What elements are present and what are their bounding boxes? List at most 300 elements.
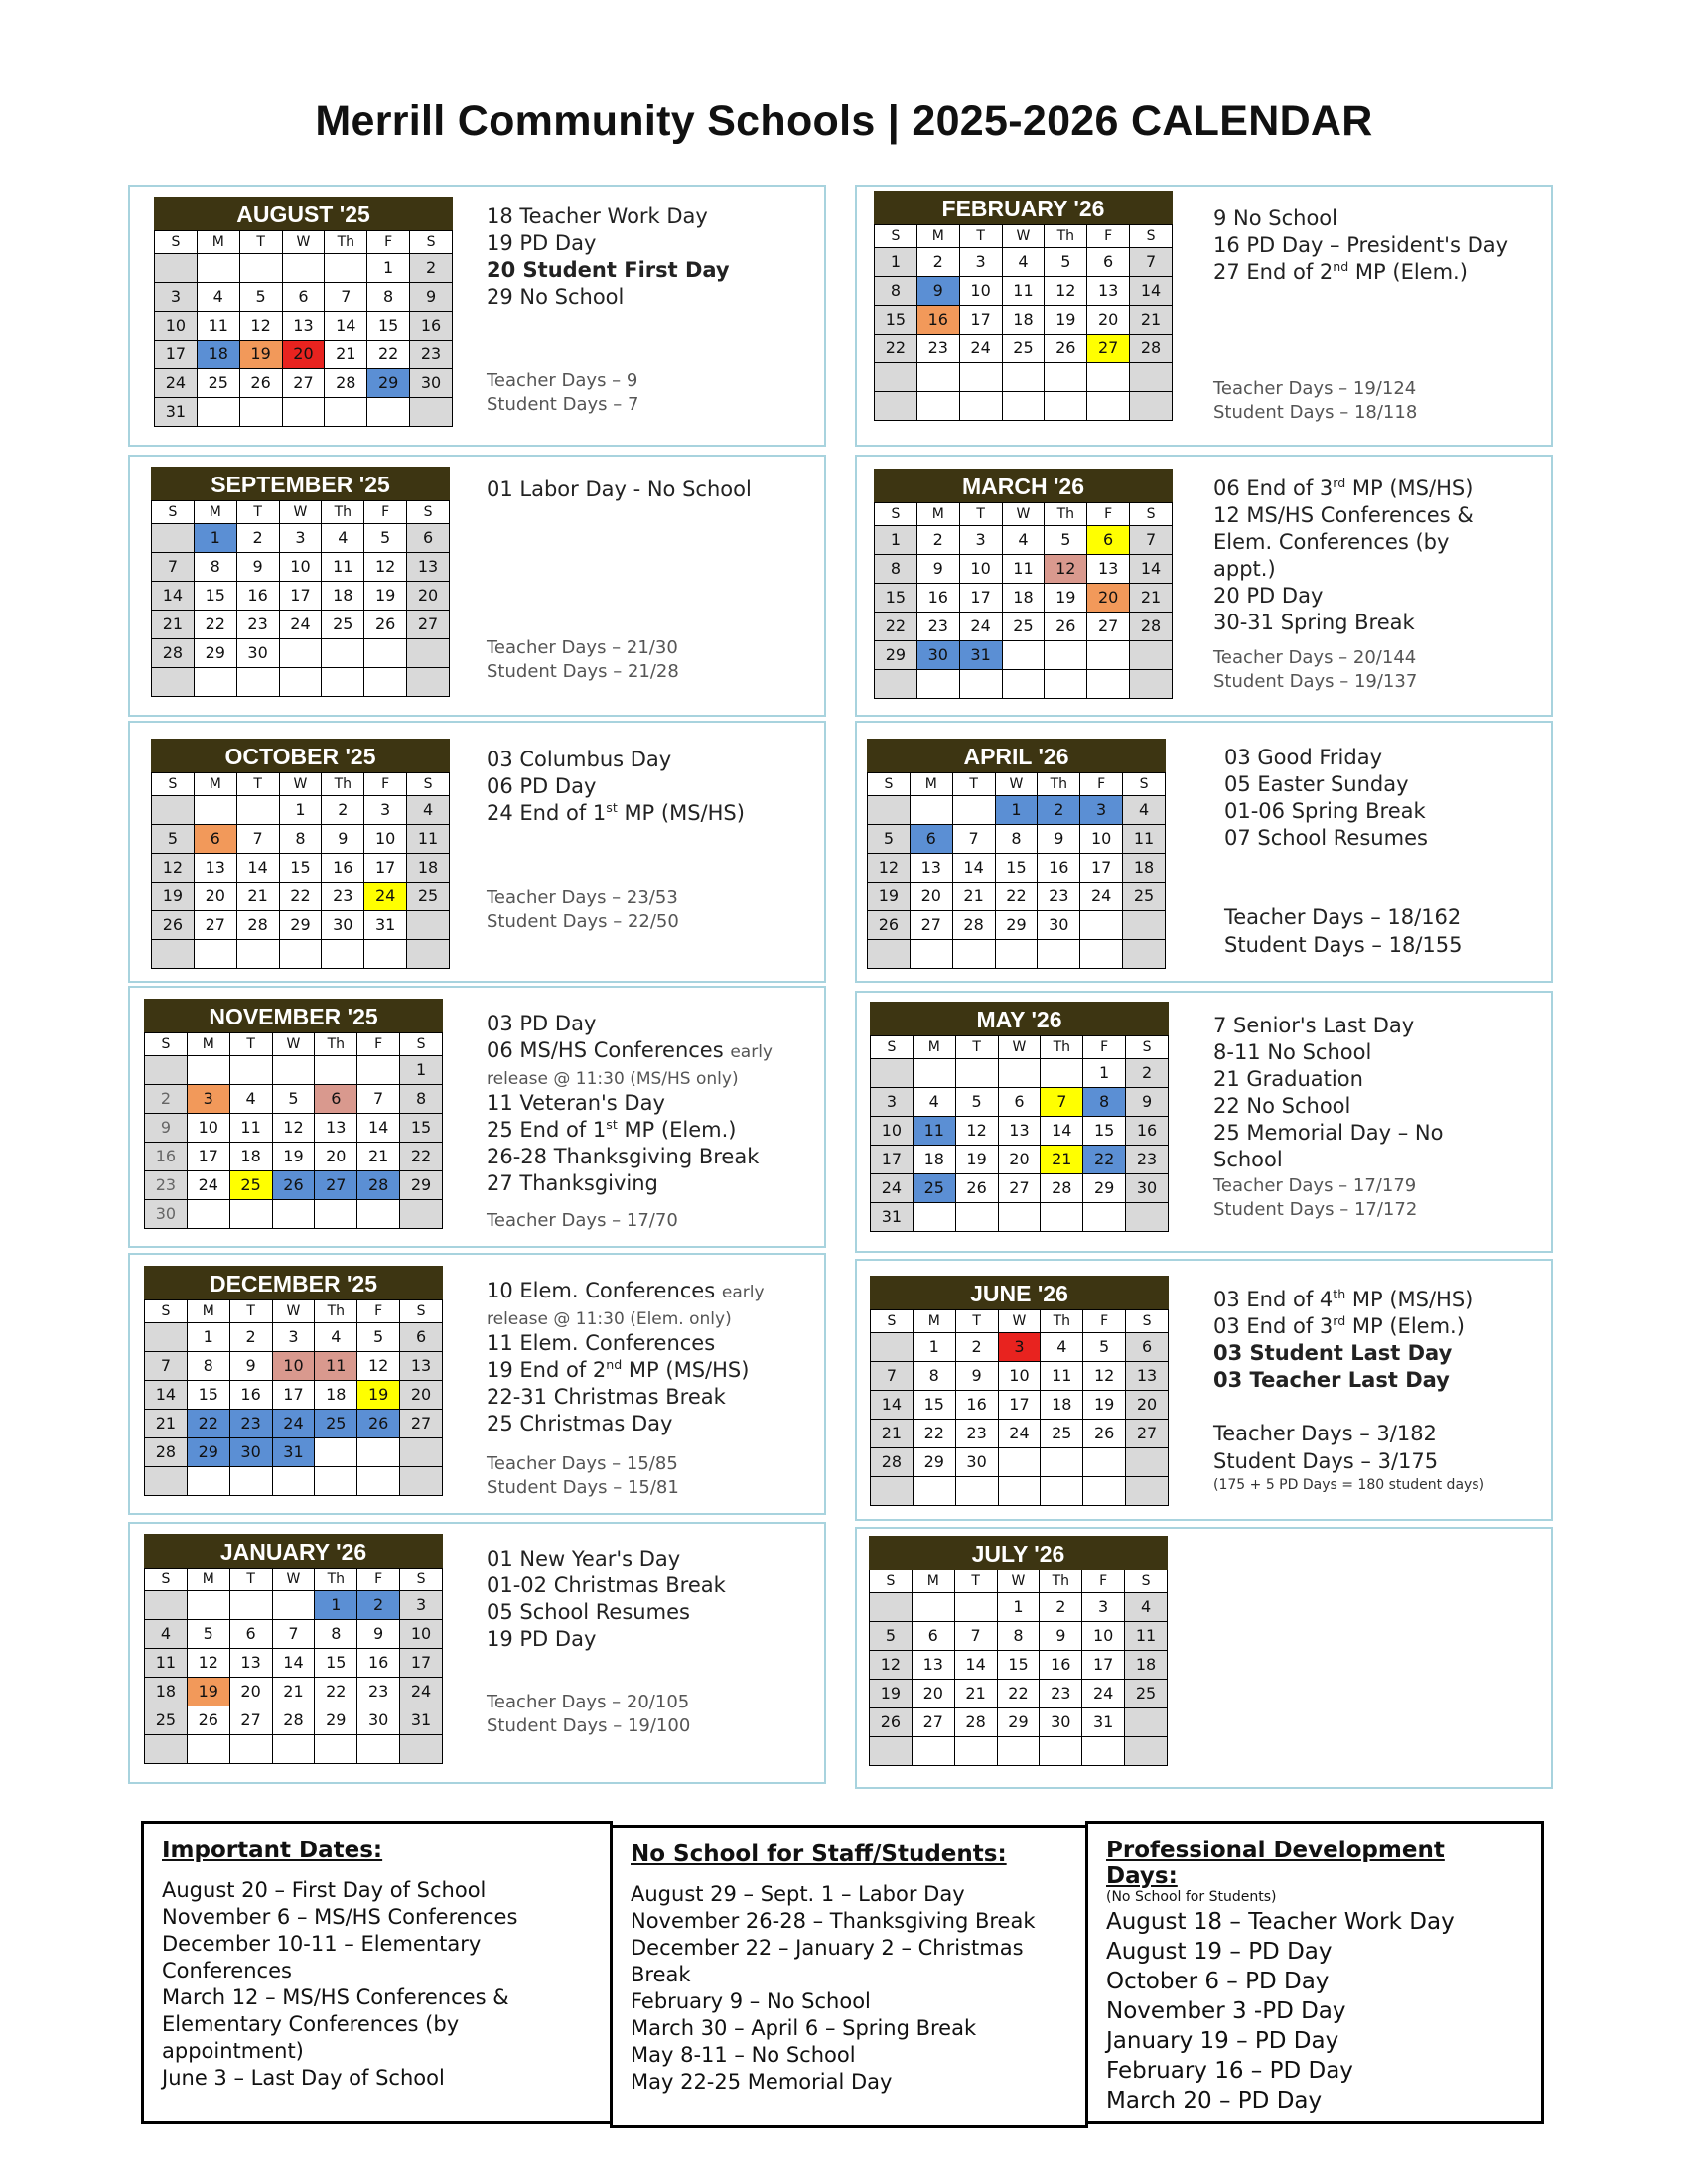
weekday-header: W bbox=[998, 1310, 1041, 1333]
day-cell: 25 bbox=[229, 1171, 272, 1200]
note-line: 21 Graduation bbox=[1213, 1067, 1363, 1091]
day-cell bbox=[152, 940, 195, 969]
day-cell: 29 bbox=[913, 1448, 955, 1477]
note-line: 7 Senior's Last Day bbox=[1213, 1014, 1415, 1037]
day-cell: 15 bbox=[1083, 1117, 1126, 1146]
day-counts-nov bbox=[487, 1209, 678, 1233]
day-cell: 29 bbox=[187, 1438, 229, 1467]
day-cell: 27 bbox=[1087, 335, 1130, 363]
day-counts-jun bbox=[1213, 1420, 1484, 1495]
day-cell: 8 bbox=[400, 1085, 443, 1114]
day-cell bbox=[1045, 363, 1087, 392]
pd-days-box bbox=[1085, 1821, 1544, 2124]
day-cell: 19 bbox=[868, 883, 911, 911]
day-cell: 6 bbox=[407, 524, 450, 553]
weekday-header: F bbox=[357, 1033, 400, 1056]
calendar-oct bbox=[151, 739, 450, 969]
day-cell: 22 bbox=[1083, 1146, 1126, 1174]
day-cell: 20 bbox=[912, 1680, 954, 1708]
day-cell: 7 bbox=[325, 283, 367, 312]
day-cell: 3 bbox=[272, 1323, 315, 1352]
day-cell: 3 bbox=[155, 283, 198, 312]
day-cell: 10 bbox=[400, 1620, 443, 1649]
day-cell: 17 bbox=[364, 854, 407, 883]
weekday-header: T bbox=[236, 501, 279, 524]
day-cell: 24 bbox=[400, 1678, 443, 1706]
day-cell bbox=[1130, 392, 1173, 421]
month-title: DECEMBER '25 bbox=[144, 1266, 443, 1299]
day-counts-mar bbox=[1213, 646, 1417, 694]
day-cell bbox=[152, 668, 195, 697]
note-line: 16 PD Day – President's Day bbox=[1213, 233, 1509, 257]
student-days: Student Days – 19/100 bbox=[487, 1715, 691, 1736]
day-cell: 23 bbox=[236, 611, 279, 639]
day-cell bbox=[187, 1056, 229, 1085]
day-cell: 26 bbox=[272, 1171, 315, 1200]
day-cell bbox=[279, 940, 322, 969]
month-title: AUGUST '25 bbox=[154, 197, 453, 230]
month-grid bbox=[144, 1032, 443, 1229]
day-cell: 4 bbox=[1041, 1333, 1083, 1362]
month-title: MAY '26 bbox=[870, 1002, 1169, 1035]
day-cell: 12 bbox=[868, 854, 911, 883]
weekday-header: M bbox=[187, 1033, 229, 1056]
student-days: Student Days – 17/172 bbox=[1213, 1199, 1418, 1220]
day-cell: 26 bbox=[364, 611, 407, 639]
day-cell bbox=[315, 1200, 357, 1229]
day-cell: 28 bbox=[952, 911, 995, 940]
weekday-header: S bbox=[875, 503, 917, 526]
note-line: appt.) bbox=[1213, 557, 1276, 581]
day-cell bbox=[1087, 392, 1130, 421]
day-cell: 11 bbox=[1002, 277, 1045, 306]
weekday-header: Th bbox=[1045, 225, 1087, 248]
day-cell bbox=[1130, 670, 1173, 699]
day-cell: 6 bbox=[315, 1085, 357, 1114]
day-counts-aug bbox=[487, 369, 638, 417]
day-cell: 31 bbox=[272, 1438, 315, 1467]
day-cell bbox=[272, 1591, 315, 1620]
day-cell: 2 bbox=[1126, 1059, 1169, 1088]
day-cell: 3 bbox=[1080, 796, 1123, 825]
day-cell bbox=[279, 668, 322, 697]
day-cell: 22 bbox=[875, 613, 917, 641]
day-cell: 28 bbox=[145, 1438, 188, 1467]
day-cell: 17 bbox=[871, 1146, 914, 1174]
day-cell bbox=[197, 398, 239, 427]
day-cell bbox=[407, 911, 450, 940]
day-cell: 23 bbox=[916, 335, 959, 363]
day-cell bbox=[1080, 940, 1123, 969]
weekday-header: S bbox=[1126, 1310, 1169, 1333]
day-cell: 13 bbox=[998, 1117, 1041, 1146]
weekday-header: W bbox=[1002, 225, 1045, 248]
weekday-header: S bbox=[1130, 225, 1173, 248]
day-cell: 5 bbox=[239, 283, 282, 312]
day-cell: 1 bbox=[194, 524, 236, 553]
days-footnote: (175 + 5 PD Days = 180 student days) bbox=[1213, 1477, 1485, 1493]
day-cell bbox=[364, 940, 407, 969]
day-cell bbox=[998, 1203, 1041, 1232]
day-cell bbox=[145, 1735, 188, 1764]
day-cell bbox=[1002, 363, 1045, 392]
calendar-aug bbox=[154, 197, 453, 427]
day-cell: 21 bbox=[871, 1420, 914, 1448]
day-cell: 18 bbox=[322, 582, 364, 611]
day-cell: 19 bbox=[1045, 306, 1087, 335]
day-cell: 8 bbox=[995, 825, 1038, 854]
note-line: Elem. Conferences (by bbox=[1213, 530, 1450, 554]
day-cell bbox=[1083, 1448, 1126, 1477]
day-cell: 26 bbox=[870, 1708, 913, 1737]
month-grid bbox=[870, 1309, 1169, 1506]
day-cell: 23 bbox=[1126, 1146, 1169, 1174]
day-cell: 10 bbox=[272, 1352, 315, 1381]
day-cell: 4 bbox=[145, 1620, 188, 1649]
day-cell: 13 bbox=[912, 1651, 954, 1680]
weekday-header: T bbox=[239, 231, 282, 254]
weekday-header: M bbox=[910, 773, 952, 796]
day-cell bbox=[870, 1737, 913, 1766]
day-cell: 31 bbox=[364, 911, 407, 940]
note-line: 8-11 No School bbox=[1213, 1040, 1372, 1064]
day-cell: 16 bbox=[1038, 854, 1080, 883]
month-title: JULY '26 bbox=[869, 1536, 1168, 1570]
day-cell bbox=[1038, 940, 1080, 969]
month-grid bbox=[874, 224, 1173, 421]
teacher-days: Teacher Days – 17/70 bbox=[487, 1210, 678, 1231]
day-cell: 24 bbox=[155, 369, 198, 398]
summary-item: August 18 – Teacher Work Day bbox=[1106, 1909, 1455, 1935]
day-cell: 11 bbox=[1002, 555, 1045, 584]
teacher-days: Teacher Days – 21/30 bbox=[487, 637, 678, 658]
month-notes-oct bbox=[487, 747, 745, 827]
day-cell: 14 bbox=[954, 1651, 997, 1680]
day-cell bbox=[871, 1333, 914, 1362]
day-cell bbox=[875, 670, 917, 699]
summary-item: March 12 – MS/HS Conferences & bbox=[162, 1985, 509, 2009]
day-cell: 8 bbox=[194, 553, 236, 582]
weekday-header: M bbox=[194, 773, 236, 796]
day-cell: 22 bbox=[187, 1410, 229, 1438]
day-cell bbox=[1041, 1448, 1083, 1477]
day-cell: 5 bbox=[955, 1088, 998, 1117]
day-cell: 23 bbox=[410, 341, 453, 369]
note-line: 19 PD Day bbox=[487, 231, 597, 255]
day-cell bbox=[145, 1467, 188, 1496]
day-cell: 4 bbox=[1002, 248, 1045, 277]
day-cell: 10 bbox=[279, 553, 322, 582]
day-cell: 11 bbox=[1125, 1622, 1168, 1651]
day-cell bbox=[236, 796, 279, 825]
weekday-header: F bbox=[1083, 1310, 1126, 1333]
day-cell: 5 bbox=[364, 524, 407, 553]
summary-item: November 6 – MS/HS Conferences bbox=[162, 1905, 518, 1929]
day-cell bbox=[1041, 1203, 1083, 1232]
day-cell: 16 bbox=[410, 312, 453, 341]
no-school-heading: No School for Staff/Students: bbox=[631, 1842, 1007, 1867]
day-cell: 31 bbox=[155, 398, 198, 427]
day-cell: 9 bbox=[955, 1362, 998, 1391]
note-line: 19 End of 2nd MP (MS/HS) bbox=[487, 1357, 750, 1382]
summary-item: December 22 – January 2 – Christmas bbox=[631, 1936, 1024, 1960]
page-title: Merrill Community Schools | 2025-2026 CALENDAR bbox=[315, 97, 1373, 145]
note-line: 03 Good Friday bbox=[1224, 746, 1383, 769]
weekday-header: M bbox=[912, 1570, 954, 1593]
day-cell: 19 bbox=[870, 1680, 913, 1708]
day-cell: 10 bbox=[959, 555, 1002, 584]
day-cell bbox=[998, 1059, 1041, 1088]
day-cell bbox=[325, 254, 367, 283]
weekday-header: S bbox=[145, 1033, 188, 1056]
summary-item: November 26-28 – Thanksgiving Break bbox=[631, 1909, 1036, 1933]
day-cell bbox=[357, 1438, 400, 1467]
day-cell bbox=[952, 940, 995, 969]
day-cell: 5 bbox=[1045, 526, 1087, 555]
day-cell: 11 bbox=[197, 312, 239, 341]
day-cell: 29 bbox=[995, 911, 1038, 940]
note-line: 25 Christmas Day bbox=[487, 1412, 673, 1435]
day-cell: 30 bbox=[357, 1706, 400, 1735]
day-counts-dec bbox=[487, 1452, 679, 1500]
day-cell: 26 bbox=[152, 911, 195, 940]
day-cell: 6 bbox=[1087, 248, 1130, 277]
day-counts-may bbox=[1213, 1174, 1417, 1222]
day-cell bbox=[912, 1593, 954, 1622]
day-cell bbox=[145, 1323, 188, 1352]
day-cell: 18 bbox=[407, 854, 450, 883]
day-cell: 21 bbox=[272, 1678, 315, 1706]
day-counts-feb bbox=[1213, 377, 1417, 425]
student-days: Student Days – 22/50 bbox=[487, 911, 679, 932]
weekday-header: S bbox=[1126, 1036, 1169, 1059]
summary-item: Conferences bbox=[162, 1959, 292, 1982]
day-cell: 21 bbox=[236, 883, 279, 911]
day-cell: 6 bbox=[229, 1620, 272, 1649]
note-line: 22 No School bbox=[1213, 1094, 1351, 1118]
day-cell bbox=[194, 940, 236, 969]
day-cell: 22 bbox=[400, 1143, 443, 1171]
day-cell bbox=[1130, 363, 1173, 392]
weekday-header: T bbox=[229, 1569, 272, 1591]
day-cell: 10 bbox=[1080, 825, 1123, 854]
day-cell: 10 bbox=[871, 1117, 914, 1146]
day-cell: 18 bbox=[1123, 854, 1166, 883]
day-cell bbox=[916, 392, 959, 421]
day-cell bbox=[282, 254, 325, 283]
day-cell: 8 bbox=[315, 1620, 357, 1649]
day-cell: 12 bbox=[187, 1649, 229, 1678]
day-cell: 12 bbox=[1045, 277, 1087, 306]
weekday-header: S bbox=[152, 501, 195, 524]
calendar-apr bbox=[867, 739, 1166, 969]
weekday-header: W bbox=[997, 1570, 1040, 1593]
day-cell: 15 bbox=[187, 1381, 229, 1410]
day-cell: 14 bbox=[272, 1649, 315, 1678]
day-cell: 2 bbox=[357, 1591, 400, 1620]
teacher-days: Teacher Days – 15/85 bbox=[487, 1453, 678, 1474]
day-cell: 7 bbox=[871, 1362, 914, 1391]
day-cell: 3 bbox=[279, 524, 322, 553]
day-cell: 3 bbox=[959, 526, 1002, 555]
day-cell: 15 bbox=[367, 312, 410, 341]
day-cell: 29 bbox=[279, 911, 322, 940]
summary-item: August 20 – First Day of School bbox=[162, 1878, 487, 1902]
day-cell bbox=[410, 398, 453, 427]
day-cell bbox=[868, 940, 911, 969]
day-cell: 27 bbox=[998, 1174, 1041, 1203]
day-cell: 7 bbox=[152, 553, 195, 582]
weekday-header: Th bbox=[1045, 503, 1087, 526]
day-cell: 2 bbox=[1040, 1593, 1082, 1622]
day-cell: 20 bbox=[1087, 306, 1130, 335]
day-cell: 30 bbox=[955, 1448, 998, 1477]
day-cell: 29 bbox=[194, 639, 236, 668]
day-cell: 24 bbox=[364, 883, 407, 911]
weekday-header: W bbox=[995, 773, 1038, 796]
day-cell: 16 bbox=[322, 854, 364, 883]
day-cell: 22 bbox=[997, 1680, 1040, 1708]
day-cell: 15 bbox=[315, 1649, 357, 1678]
month-grid bbox=[870, 1035, 1169, 1232]
day-cell: 25 bbox=[1125, 1680, 1168, 1708]
day-cell: 9 bbox=[1126, 1088, 1169, 1117]
day-cell: 18 bbox=[197, 341, 239, 369]
day-cell: 10 bbox=[959, 277, 1002, 306]
day-cell bbox=[272, 1056, 315, 1085]
day-cell: 20 bbox=[315, 1143, 357, 1171]
day-cell bbox=[954, 1593, 997, 1622]
day-cell: 10 bbox=[998, 1362, 1041, 1391]
day-cell: 1 bbox=[1083, 1059, 1126, 1088]
day-cell: 21 bbox=[1041, 1146, 1083, 1174]
day-cell: 11 bbox=[322, 553, 364, 582]
day-cell: 23 bbox=[1038, 883, 1080, 911]
day-cell: 24 bbox=[998, 1420, 1041, 1448]
day-cell bbox=[1041, 1059, 1083, 1088]
day-cell bbox=[357, 1467, 400, 1496]
day-cell: 4 bbox=[322, 524, 364, 553]
day-cell bbox=[1002, 392, 1045, 421]
important-dates-heading: Important Dates: bbox=[162, 1838, 383, 1863]
day-cell: 11 bbox=[913, 1117, 955, 1146]
day-cell: 14 bbox=[357, 1114, 400, 1143]
day-cell bbox=[1083, 1477, 1126, 1506]
day-cell bbox=[279, 639, 322, 668]
day-cell: 14 bbox=[236, 854, 279, 883]
day-cell: 27 bbox=[229, 1706, 272, 1735]
note-line: 07 School Resumes bbox=[1224, 826, 1428, 850]
weekday-header: T bbox=[955, 1310, 998, 1333]
day-cell: 23 bbox=[1040, 1680, 1082, 1708]
day-cell: 13 bbox=[1087, 277, 1130, 306]
weekday-header: Th bbox=[1040, 1570, 1082, 1593]
day-cell: 23 bbox=[955, 1420, 998, 1448]
summary-item: January 19 – PD Day bbox=[1106, 2028, 1339, 2054]
weekday-header: M bbox=[916, 503, 959, 526]
day-cell: 24 bbox=[871, 1174, 914, 1203]
day-cell bbox=[229, 1735, 272, 1764]
day-cell: 16 bbox=[916, 306, 959, 335]
day-cell: 28 bbox=[871, 1448, 914, 1477]
day-cell: 25 bbox=[1002, 613, 1045, 641]
day-cell: 6 bbox=[194, 825, 236, 854]
day-cell: 9 bbox=[916, 277, 959, 306]
note-line: 27 Thanksgiving bbox=[487, 1171, 658, 1195]
note-line: 9 No School bbox=[1213, 206, 1337, 230]
note-line: 06 MS/HS Conferences early bbox=[487, 1038, 773, 1062]
day-cell: 9 bbox=[1038, 825, 1080, 854]
day-cell: 30 bbox=[1126, 1174, 1169, 1203]
day-cell: 17 bbox=[959, 306, 1002, 335]
note-line: 06 PD Day bbox=[487, 774, 597, 798]
day-cell bbox=[322, 668, 364, 697]
day-cell: 20 bbox=[1126, 1391, 1169, 1420]
day-cell bbox=[955, 1203, 998, 1232]
day-cell: 25 bbox=[1041, 1420, 1083, 1448]
weekday-header: S bbox=[871, 1310, 914, 1333]
summary-item: May 8-11 – No School bbox=[631, 2043, 856, 2067]
day-cell: 19 bbox=[152, 883, 195, 911]
day-cell: 20 bbox=[282, 341, 325, 369]
day-cell bbox=[952, 796, 995, 825]
teacher-days: Teacher Days – 19/124 bbox=[1213, 378, 1417, 399]
day-cell: 8 bbox=[279, 825, 322, 854]
day-cell bbox=[1087, 670, 1130, 699]
day-cell bbox=[145, 1591, 188, 1620]
note-line: 03 Student Last Day bbox=[1213, 1341, 1453, 1365]
day-cell: 22 bbox=[315, 1678, 357, 1706]
day-cell: 18 bbox=[1002, 306, 1045, 335]
day-cell: 12 bbox=[870, 1651, 913, 1680]
calendar-mar bbox=[874, 469, 1173, 699]
day-cell bbox=[870, 1593, 913, 1622]
day-cell: 25 bbox=[145, 1706, 188, 1735]
day-cell: 19 bbox=[187, 1678, 229, 1706]
day-cell bbox=[1002, 641, 1045, 670]
day-cell bbox=[871, 1477, 914, 1506]
day-cell: 18 bbox=[1002, 584, 1045, 613]
calendar-jul bbox=[869, 1536, 1168, 1766]
day-cell: 24 bbox=[1082, 1680, 1125, 1708]
day-cell: 26 bbox=[357, 1410, 400, 1438]
weekday-header: T bbox=[229, 1300, 272, 1323]
weekday-header: S bbox=[400, 1300, 443, 1323]
day-cell bbox=[407, 668, 450, 697]
day-cell: 21 bbox=[952, 883, 995, 911]
weekday-header: Th bbox=[1041, 1036, 1083, 1059]
day-cell bbox=[875, 363, 917, 392]
month-notes-may bbox=[1213, 1013, 1443, 1173]
summary-item: August 29 – Sept. 1 – Labor Day bbox=[631, 1882, 965, 1906]
weekday-header: Th bbox=[322, 501, 364, 524]
weekday-header: S bbox=[152, 773, 195, 796]
day-cell: 13 bbox=[229, 1649, 272, 1678]
day-cell: 16 bbox=[236, 582, 279, 611]
day-cell bbox=[400, 1438, 443, 1467]
month-title: NOVEMBER '25 bbox=[144, 999, 443, 1032]
day-cell: 21 bbox=[152, 611, 195, 639]
teacher-days: Teacher Days – 17/179 bbox=[1213, 1175, 1417, 1196]
day-cell: 21 bbox=[1130, 584, 1173, 613]
day-cell: 6 bbox=[400, 1323, 443, 1352]
teacher-days: Teacher Days – 18/162 bbox=[1224, 905, 1462, 929]
day-cell: 2 bbox=[229, 1323, 272, 1352]
day-cell: 18 bbox=[1125, 1651, 1168, 1680]
day-cell: 2 bbox=[322, 796, 364, 825]
day-cell: 17 bbox=[959, 584, 1002, 613]
day-cell: 30 bbox=[236, 639, 279, 668]
